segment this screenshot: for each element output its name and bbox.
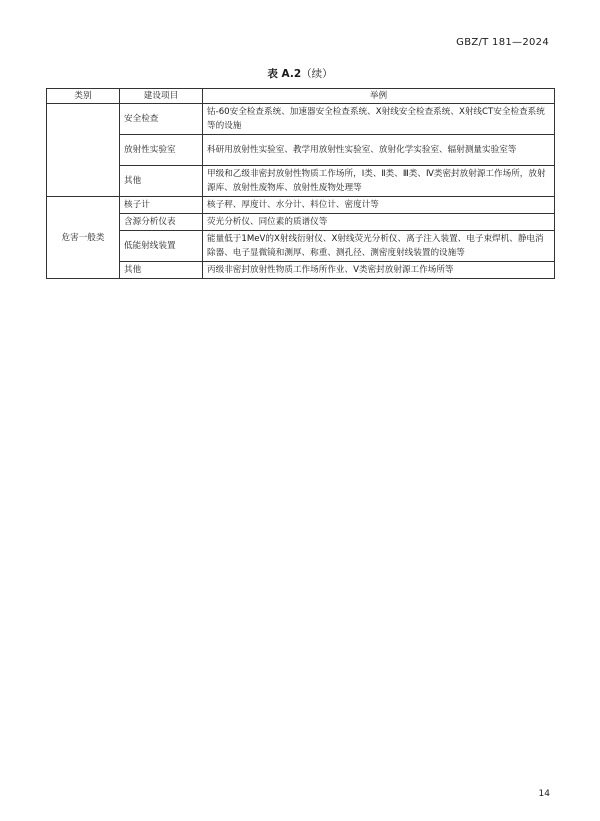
example-cell: 核子秤、厚度计、水分计、料位计、密度计等 (203, 197, 555, 214)
table-row (47, 231, 555, 262)
table-row (47, 104, 555, 135)
table-row (47, 166, 555, 197)
column-header-project: 建设项目 (120, 89, 203, 104)
project-cell: 核子计 (120, 197, 203, 214)
table-title-main: 表 A.2 (267, 68, 302, 80)
table-row (47, 135, 555, 166)
standard-code: GBZ/T 181—2024 (456, 37, 549, 48)
table-row (47, 197, 555, 214)
project-category-table (46, 88, 555, 279)
project-cell: 低能射线装置 (120, 231, 203, 262)
example-cell: 钴-60安全检查系统、加速器安全检查系统、X射线安全检查系统、X射线CT安全检查系统等的设施 (203, 104, 555, 135)
project-cell: 其他 (120, 262, 203, 279)
table-row (47, 262, 555, 279)
example-cell: 丙级非密封放射性物质工作场所作业、Ⅴ类密封放射源工作场所等 (203, 262, 555, 279)
table-body (47, 104, 555, 279)
project-cell: 含源分析仪表 (120, 214, 203, 231)
example-cell: 科研用放射性实验室、教学用放射性实验室、放射化学实验室、辐射测量实验室等 (203, 135, 555, 166)
page-number: 14 (538, 789, 550, 799)
category-cell: 危害一般类 (47, 197, 120, 279)
example-cell: 荧光分析仪、同位素的质谱仪等 (203, 214, 555, 231)
category-cell (47, 104, 120, 197)
table-title (0, 66, 600, 81)
column-header-example: 举例 (203, 89, 555, 104)
table-header (47, 89, 555, 104)
table-title-continued: （续） (301, 68, 333, 80)
example-cell: 甲级和乙级非密封放射性物质工作场所，Ⅰ类、Ⅱ类、Ⅲ类、Ⅳ类密封放射源工作场所，放射源库、放射性废物库、放射性废物处理等 (203, 166, 555, 197)
table-row (47, 214, 555, 231)
example-cell: 能量低于1MeV的X射线衍射仪、X射线荧光分析仪、离子注入装置、电子束焊机、静电消除器、电子显微镜和测厚、称重、测孔径、测密度射线装置的设施等 (203, 231, 555, 262)
project-cell: 放射性实验室 (120, 135, 203, 166)
column-header-category: 类别 (47, 89, 120, 104)
project-cell: 安全检查 (120, 104, 203, 135)
header-row (47, 89, 555, 104)
project-cell: 其他 (120, 166, 203, 197)
